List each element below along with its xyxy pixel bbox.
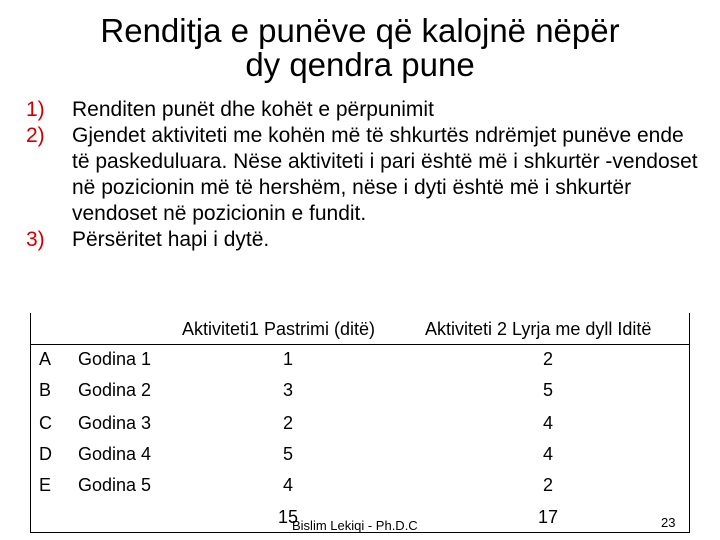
table-cell-activity-1: 5 [282,444,293,464]
table-row-name: Godina 4 [78,444,152,464]
column-header-activity-1: Aktiviteti1 Pastrimi (ditë) [182,319,376,339]
title-line-1: Renditja e punëve që kalojnë nëpër [100,12,620,49]
list-text: Renditen punët dhe kohët e përpunimit [72,98,434,121]
table-cell-activity-1: 4 [282,475,293,495]
table-row-name: Godina 5 [78,475,152,495]
list-number: 2) [26,124,45,147]
list-number: 3) [26,228,45,251]
table-total-activity-1: 15 [277,507,299,527]
list-item [26,227,706,253]
table-cell-activity-1: 1 [282,349,293,369]
table-cell-activity-1: 3 [282,380,293,400]
table-row-id: B [39,380,52,400]
table-cell-activity-2: 5 [542,380,553,400]
table-cell-activity-2: 2 [542,475,553,495]
list-number: 1) [26,98,45,121]
table-row-name: Godina 3 [78,413,152,433]
table-row-name: Godina 1 [78,349,152,369]
slide-title [40,14,680,82]
table-row-id: E [39,475,52,495]
footer-author: Bislim Lekiqi - Ph.D.C [292,518,418,533]
table-row-name: Godina 2 [78,380,152,400]
table-cell-activity-2: 4 [542,444,553,464]
table-cell-activity-2: 2 [542,349,553,369]
list-text: Gjendet aktiviteti me kohën më të shkurtës ndrëmjet punëve ende të paskeduluara. Nëse aktiviteti i pari është më i shkurtër -vendoset në pozicionin më të hershëm, nëse i dyti është më i shkurtër vendoset në pozicionin e fundit. [72,124,698,225]
table-row-id: A [39,349,52,369]
table-cell-activity-1: 2 [282,413,293,433]
steps-list [26,97,706,253]
list-text: Përsëritet hapi i dytë. [72,228,270,251]
list-item [26,123,706,227]
column-header-activity-2: Aktiviteti 2 Lyrja me dyll Iditë [425,319,652,339]
table-row-id: C [39,413,52,433]
page-number: 23 [661,515,676,530]
title-line-2: dy qendra pune [245,46,475,83]
table-header-divider [30,344,689,345]
table-cell-activity-2: 4 [542,413,553,433]
table-total-activity-2: 17 [537,507,559,527]
list-item [26,97,706,123]
table-row-id: D [39,444,52,464]
